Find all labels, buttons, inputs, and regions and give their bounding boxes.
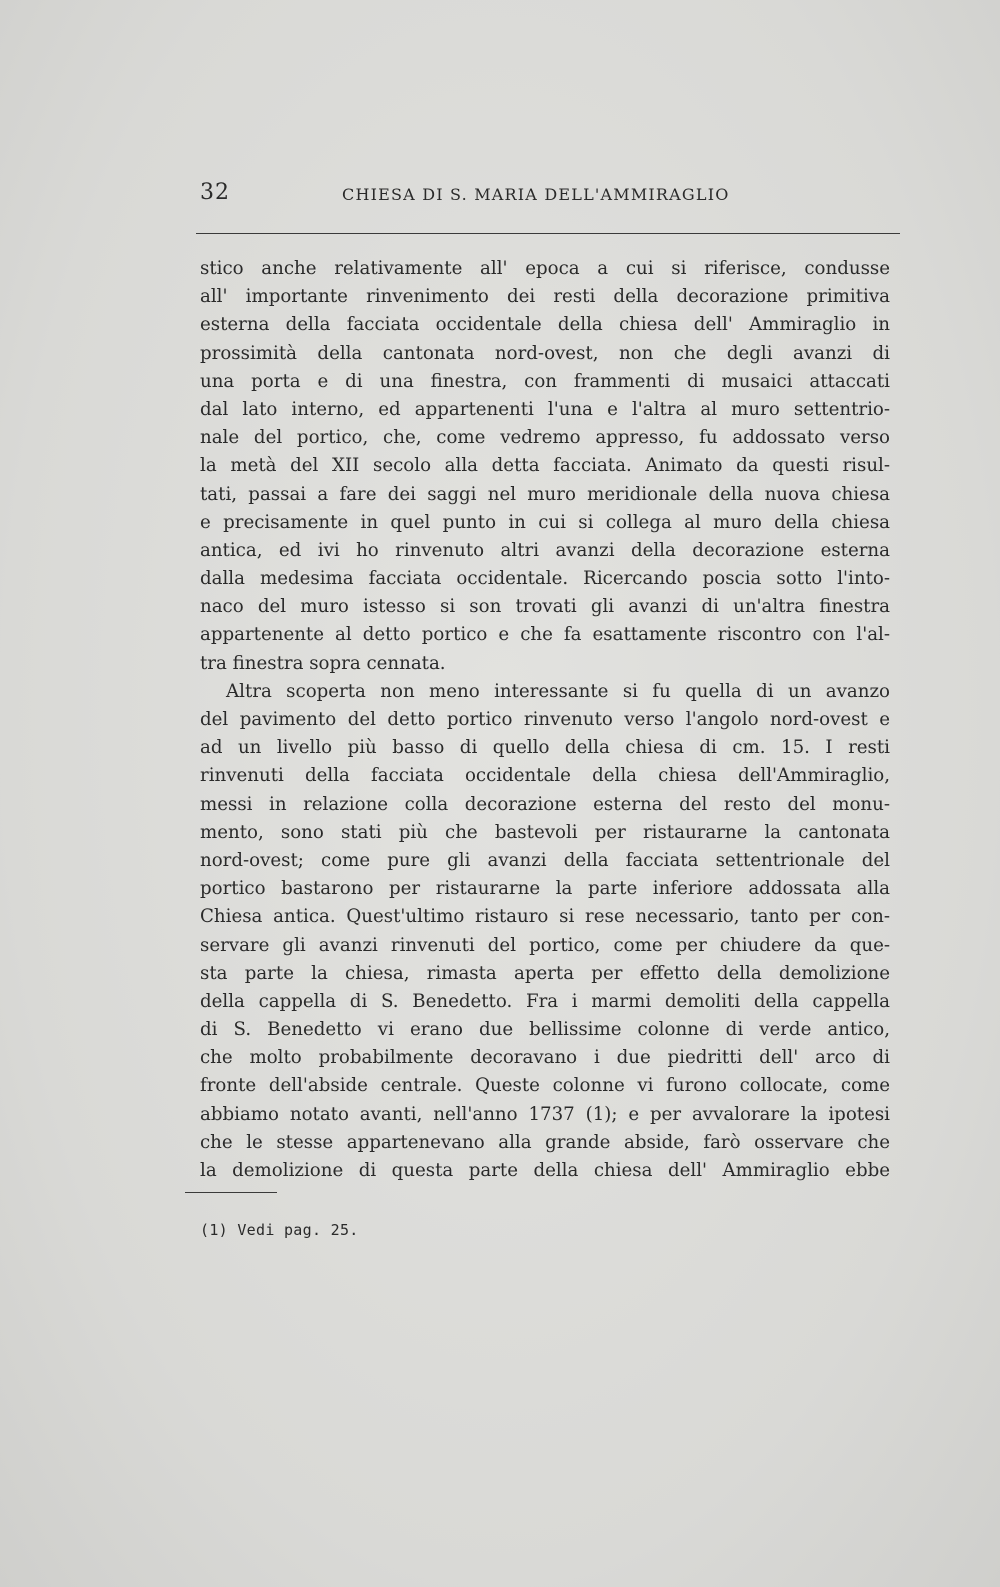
text-line: portico bastarono per ristaurarne la parte inferiore addossata alla [200,878,890,900]
text-line: sta parte la chiesa, rimasta aperta per effetto della demolizione [200,962,890,984]
text-line: tra finestra sopra cennata. [200,652,446,674]
text-line: dalla medesima facciata occidentale. Ricercando poscia sotto l'into- [200,568,890,590]
text-line: esterna della facciata occidentale della chiesa dell' Ammiraglio in [200,314,890,336]
header-rule [196,233,900,234]
footnote: (1) Vedi pag. 25. [200,1221,359,1239]
text-line: mento, sono stati più che bastevoli per ristaurarne la cantonata [200,821,890,843]
text-line: prossimità della cantonata nord-ovest, non che degli avanzi di [200,342,890,364]
text-line: e precisamente in quel punto in cui si collega al muro della chiesa [200,511,890,533]
text-line: antica, ed ivi ho rinvenuto altri avanzi della decorazione esterna [200,539,890,561]
text-line: ad un livello più basso di quello della chiesa di cm. 15. I resti [200,737,890,759]
text-line: della cappella di S. Benedetto. Fra i marmi demoliti della cappella [200,990,890,1012]
text-line: del pavimento del detto portico rinvenuto verso l'angolo nord-ovest e [200,709,890,730]
text-line: messi in relazione colla decorazione esterna del resto del monu- [200,793,890,815]
text-line: tati, passai a fare dei saggi nel muro meridionale della nuova chiesa [200,483,890,505]
text-line: servare gli avanzi rinvenuti del portico, come per chiudere da que- [200,934,890,956]
page-number: 32 [200,180,230,205]
running-title: CHIESA DI S. MARIA DELL'AMMIRAGLIO [342,185,730,204]
body-text [200,255,890,1185]
text-line: all' importante rinvenimento dei resti della decorazione primitiva [200,286,890,308]
text-line: che molto probabilmente decoravano i due piedritti dell' arco di [200,1047,890,1069]
text-line: abbiamo notato avanti, nell'anno 1737 (1); e per avvalorare la ipotesi [200,1103,890,1125]
text-line: rinvenuti della facciata occidentale della chiesa dell'Ammiraglio, [200,765,890,787]
text-line: che le stesse appartenevano alla grande abside, farò osservare che [200,1131,890,1153]
text-line: di S. Benedetto vi erano due bellissime colonne di verde antico, [200,1019,890,1041]
text-line: nord-ovest; come pure gli avanzi della facciata settentrionale del [200,849,890,871]
text-line: una porta e di una finestra, con frammenti di musaici attaccati [200,370,890,392]
text-line: nale del portico, che, come vedremo appresso, fu addossato verso [200,427,890,449]
text-line: la demolizione di questa parte della chiesa dell' Ammiraglio ebbe [200,1160,890,1181]
text-line: stico anche relativamente all' epoca a cui si riferisce, condusse [200,258,890,279]
page-header [200,180,900,210]
text-line: naco del muro istesso si son trovati gli avanzi di un'altra finestra [200,596,890,618]
text-line: Altra scoperta non meno interessante si fu quella di un avanzo [226,680,890,702]
text-line: fronte dell'abside centrale. Queste colonne vi furono collocate, come [200,1075,890,1097]
text-line: la metà del XII secolo alla detta facciata. Animato da questi risul- [200,455,890,477]
text-line: appartenente al detto portico e che fa esattamente riscontro con l'al- [200,624,890,646]
text-line: dal lato interno, ed appartenenti l'una e l'altra al muro settentrio- [200,398,890,420]
text-line: Chiesa antica. Quest'ultimo ristauro si rese necessario, tanto per con- [200,906,890,928]
footnote-rule [185,1192,277,1193]
